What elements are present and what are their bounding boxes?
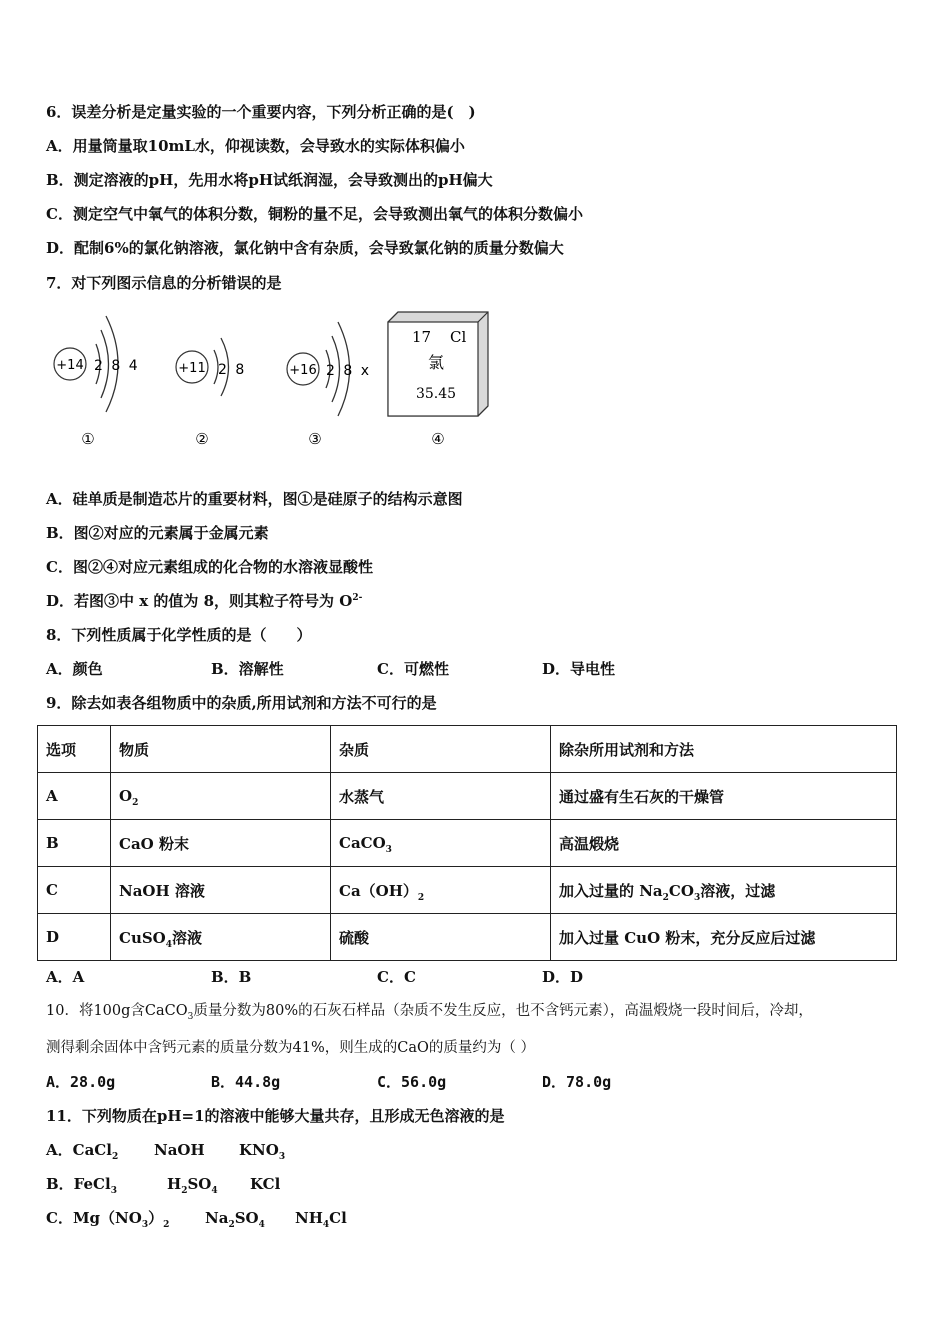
- element-symbol: Cl: [450, 328, 467, 346]
- row-impurity: $Ca(OH)_2$: [331, 867, 551, 914]
- diagram-label: ①: [81, 430, 95, 448]
- q8-stem: 8．下列性质属于化学性质的是（ ）: [46, 626, 312, 644]
- q8-option-d: D．导电性: [542, 660, 616, 678]
- q7-option-b: B．图②对应的元素属于金属元素: [46, 524, 269, 542]
- element-card: [388, 312, 488, 448]
- header-cell: 选项: [38, 726, 111, 773]
- header-cell: 杂质: [331, 726, 551, 773]
- q9-option-c: C．C: [377, 968, 416, 986]
- shell-electrons: 2 8: [218, 362, 247, 378]
- q11-option-a-2: NaOH: [154, 1141, 205, 1159]
- row-option: D: [38, 914, 111, 961]
- q11-option-c-1: C．$Mg(NO_3)_2$: [46, 1209, 170, 1230]
- diagram-1: [54, 316, 140, 448]
- q11-option-b-1: B．FeCl$_3$: [46, 1175, 117, 1196]
- row-substance: $O_2$: [111, 773, 331, 820]
- row-impurity: 硫酸: [331, 914, 551, 961]
- table-header-row: [38, 726, 897, 773]
- q11-option-a-3: $KNO_3$: [239, 1141, 286, 1162]
- q7-option-d: D．若图③中 x 的值为 8，则其粒子符号为 $O^{2-}$: [46, 592, 363, 610]
- atomic-structure-diagrams: [46, 300, 516, 460]
- q9-table: [37, 725, 897, 961]
- table-row: [38, 820, 897, 867]
- q7-figure: [46, 300, 516, 460]
- q9-option-b: B．B: [211, 968, 252, 986]
- q7-option-c: C．图②④对应元素组成的化合物的水溶液显酸性: [46, 558, 373, 576]
- diagram-3: [287, 322, 371, 448]
- q7-option-a: A．硅单质是制造芯片的重要材料，图①是硅原子的结构示意图: [46, 490, 463, 508]
- q9-option-a: A．A: [46, 968, 85, 986]
- row-impurity: 水蒸气: [331, 773, 551, 820]
- row-method: 加入过量的 $Na_2CO_3$溶液，过滤: [551, 867, 897, 914]
- nucleus-charge: +14: [56, 358, 84, 373]
- row-option: A: [38, 773, 111, 820]
- q11-option-b-3: KCl: [250, 1175, 281, 1193]
- nucleus-charge: +11: [178, 361, 206, 376]
- q10-stem-line1: 10．将100g含CaCO$_3$质量分数为80%的石灰石样品（杂质不发生反应，也不含钙元素），高温煅烧一段时间后，冷却，: [46, 1003, 813, 1022]
- q10-stem-line2: 测得剩余固体中含钙元素的质量分数为41%，则生成的CaO的质量约为（ ）: [46, 1040, 535, 1056]
- q10-option-a: A．28.0g: [46, 1073, 116, 1091]
- q11-option-a-1: A．CaCl$_2$: [46, 1141, 119, 1162]
- q6-option-c: C．测定空气中氧气的体积分数，铜粉的量不足，会导致测出氧气的体积分数偏小: [46, 205, 583, 223]
- q11-option-c-3: $NH_4Cl$: [295, 1209, 347, 1230]
- table-row: [38, 914, 897, 961]
- row-option: B: [38, 820, 111, 867]
- row-method: 通过盛有生石灰的干燥管: [551, 773, 897, 820]
- q6-option-b: B．测定溶液的pH，先用水将pH试纸润湿，会导致测出的pH偏大: [46, 171, 493, 189]
- header-cell: 除杂所用试剂和方法: [551, 726, 897, 773]
- row-substance: NaOH 溶液: [111, 867, 331, 914]
- diagram-label: ②: [195, 430, 209, 448]
- row-impurity: CaCO$_3$: [331, 820, 551, 867]
- q8-option-b: B．溶解性: [211, 660, 284, 678]
- nucleus-charge: +16: [289, 363, 317, 378]
- q9-option-d: D．D: [542, 968, 584, 986]
- q10-option-b: B．44.8g: [211, 1073, 281, 1091]
- q7-stem: 7．对下列图示信息的分析错误的是: [46, 274, 282, 292]
- row-substance: CaO 粉末: [111, 820, 331, 867]
- q8-option-a: A．颜色: [46, 660, 103, 678]
- row-method: 加入过量 CuO 粉末，充分反应后过滤: [551, 914, 897, 961]
- q10-option-c: C．56.0g: [377, 1073, 447, 1091]
- element-name: 氯: [427, 353, 445, 372]
- q10-option-d: D．78.0g: [542, 1073, 612, 1091]
- table-row: [38, 867, 897, 914]
- row-method: 高温煅烧: [551, 820, 897, 867]
- q11-option-c-2: $Na_2SO_4$: [205, 1209, 265, 1230]
- shell-electrons: 2 8 x: [326, 363, 371, 379]
- q6-option-a: A．用量筒量取10mL水，仰视读数，会导致水的实际体积偏小: [46, 137, 465, 155]
- q6-stem: 6．误差分析是定量实验的一个重要内容，下列分析正确的是( ): [46, 103, 476, 121]
- table-row: [38, 773, 897, 820]
- diagram-label: ④: [431, 430, 445, 448]
- row-substance: CuSO$_4$溶液: [111, 914, 331, 961]
- atomic-mass: 35.45: [415, 386, 457, 402]
- diagram-2: [176, 338, 246, 448]
- q11-stem: 11．下列物质在pH=1的溶液中能够大量共存，且形成无色溶液的是: [46, 1107, 505, 1125]
- diagram-label: ③: [308, 430, 322, 448]
- q9-stem: 9．除去如表各组物质中的杂质,所用试剂和方法不可行的是: [46, 694, 437, 712]
- q11-option-b-2: $H_2SO_4$: [167, 1175, 218, 1196]
- header-cell: 物质: [111, 726, 331, 773]
- row-option: C: [38, 867, 111, 914]
- q8-option-c: C．可燃性: [377, 660, 449, 678]
- shell-electrons: 2 8 4: [94, 358, 140, 374]
- q6-option-d: D．配制6%的氯化钠溶液，氯化钠中含有杂质，会导致氯化钠的质量分数偏大: [46, 239, 564, 257]
- atomic-number: 17: [412, 328, 432, 346]
